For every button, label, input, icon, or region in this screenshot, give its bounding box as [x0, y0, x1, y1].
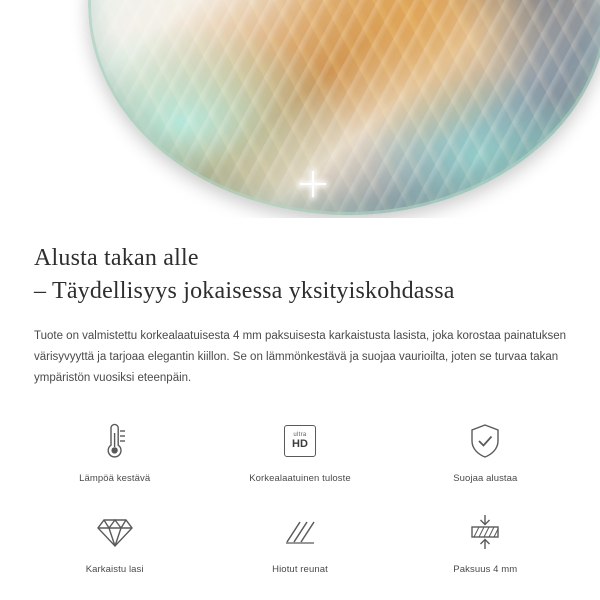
content-block [0, 218, 600, 389]
ultra-hd-badge-top: ultra [293, 432, 307, 438]
page-title-line-2: – Täydellisyys jokaisessa yksityiskohdassa [34, 278, 455, 304]
feature-item [393, 419, 578, 484]
page-title [34, 242, 570, 308]
feature-label: Karkaistu lasi [85, 564, 144, 575]
feature-item [393, 510, 578, 575]
thermometer-icon [98, 419, 132, 463]
diamond-icon [96, 510, 134, 554]
feature-grid [0, 419, 600, 575]
hero-image [0, 0, 600, 218]
feature-item [207, 419, 392, 484]
hero-edge-shadow [0, 0, 88, 218]
polished-edges-icon [283, 510, 317, 554]
feature-label: Paksuus 4 mm [453, 564, 518, 575]
thickness-icon [467, 510, 503, 554]
feature-item [207, 510, 392, 575]
ultra-hd-icon [284, 419, 316, 463]
feature-item [22, 510, 207, 575]
feature-label: Lämpöä kestävä [79, 473, 151, 484]
shield-check-icon [468, 419, 502, 463]
feature-label: Hiotut reunat [272, 564, 328, 575]
feature-item [22, 419, 207, 484]
feature-label: Korkealaatuinen tuloste [249, 473, 351, 484]
glass-plate-image [88, 0, 600, 215]
page-title-line-1: Alusta takan alle [34, 245, 199, 271]
feature-label: Suojaa alustaa [453, 473, 518, 484]
body-paragraph: Tuote on valmistettu korkealaatuisesta 4 mm paksuisesta karkaistusta lasista, joka korostaa painatuksen värisyvyyttä ja tarjoaa elegantin kiillon. Se on lämmönkestävä ja suojaa vaurioilta, joten se turvaa takan ympäristön vuosiksi eteenpäin. [34, 330, 567, 384]
ultra-hd-badge-bottom: HD [292, 438, 308, 450]
